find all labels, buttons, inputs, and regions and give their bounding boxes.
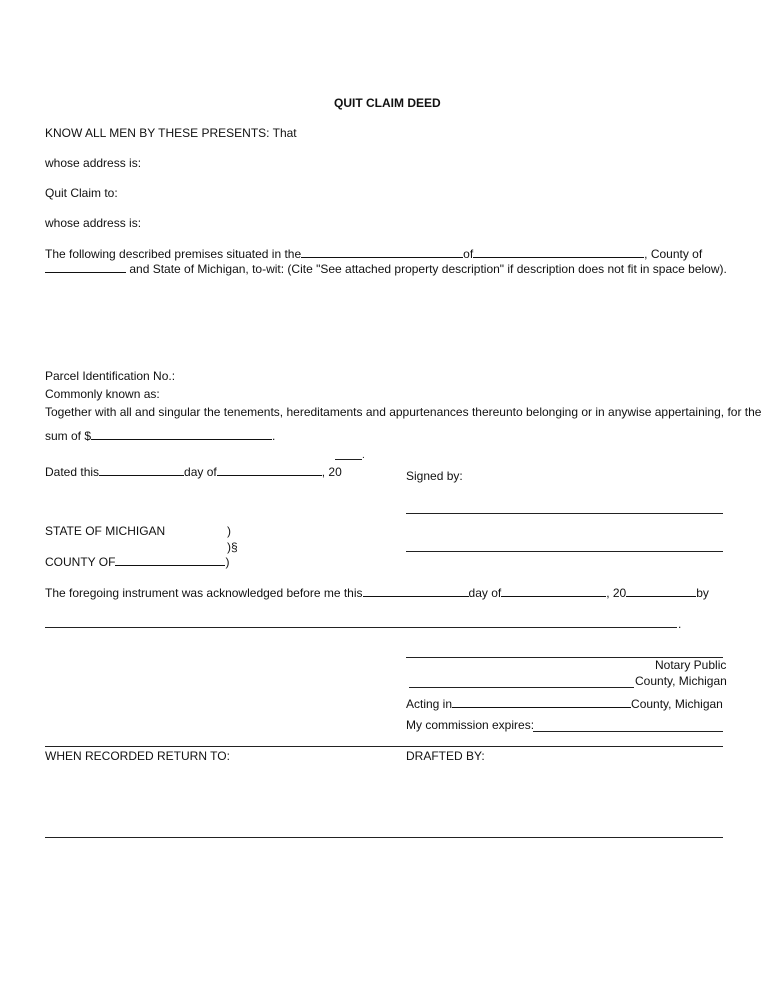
premises-text-3: , County of — [644, 247, 703, 261]
footer-top-rule — [45, 746, 723, 747]
ack-text-1: The foregoing instrument was acknowledged before me this — [45, 586, 363, 600]
dated-day-blank[interactable] — [99, 464, 184, 476]
commission-expires-blank[interactable] — [533, 731, 723, 732]
grantee-address-label: whose address is: — [45, 216, 142, 230]
ack-name-blank[interactable] — [45, 627, 677, 628]
premises-line-1 — [45, 246, 702, 261]
quit-claim-to-label: Quit Claim to: — [45, 186, 118, 200]
signature-line-1[interactable] — [406, 513, 723, 514]
sum-label: sum of $ — [45, 429, 92, 443]
sum-blank[interactable] — [91, 428, 272, 440]
dated-day-of: day of — [184, 465, 217, 479]
drafted-by-label: DRAFTED BY: — [406, 749, 485, 763]
commission-expires-label: My commission expires: — [406, 718, 535, 732]
premises-text-2: of — [463, 247, 474, 261]
premises-line-2 — [45, 261, 727, 276]
venue-paren-3: ) — [225, 555, 230, 569]
dated-year-prefix: , 20 — [321, 465, 342, 479]
premises-text-4: and State of Michigan, to-wit: (Cite "See attached property description" if description does not fit in space below). — [129, 262, 727, 276]
signature-line-2[interactable] — [406, 551, 723, 552]
grantor-address-label: whose address is: — [45, 156, 142, 170]
ack-text-3: , 20 — [606, 586, 627, 600]
venue-section-symbol: )§ — [227, 540, 238, 554]
acting-county-label: County, Michigan — [631, 697, 723, 711]
acting-in-blank[interactable] — [452, 696, 631, 708]
county-blank[interactable] — [45, 261, 126, 273]
notary-county-blank[interactable] — [409, 687, 634, 688]
sum-end: . — [272, 429, 276, 443]
ack-text-2: day of — [468, 586, 502, 600]
page-title: QUIT CLAIM DEED — [334, 96, 441, 110]
ack-year-blank[interactable] — [626, 585, 696, 597]
acting-in-line — [406, 696, 723, 711]
acting-in-label: Acting in — [406, 697, 453, 711]
dated-year-blank[interactable] — [335, 459, 362, 460]
premises-text-1: The following described premises situated in the — [45, 247, 302, 261]
notary-public-label: Notary Public — [655, 658, 727, 672]
sum-line — [45, 428, 275, 443]
dated-year-end: . — [362, 450, 365, 461]
together-text: Together with all and singular the tenements, hereditaments and appurtenances thereunto belonging or in anywise appertaining, for the — [45, 405, 762, 419]
ack-month-blank[interactable] — [501, 585, 606, 597]
venue-county-blank[interactable] — [115, 554, 225, 566]
return-to-label: WHEN RECORDED RETURN TO: — [45, 749, 230, 763]
intro-text: KNOW ALL MEN BY THESE PRESENTS: That — [45, 126, 297, 140]
city-blank[interactable] — [473, 246, 644, 258]
dated-month-blank[interactable] — [217, 464, 322, 476]
notary-county-label: County, Michigan — [635, 674, 727, 688]
ack-text-4: by — [696, 586, 709, 600]
dated-line — [45, 464, 342, 479]
venue-county-line — [45, 554, 229, 569]
dated-label: Dated this — [45, 465, 100, 479]
acknowledgment-line — [45, 585, 709, 600]
ack-day-blank[interactable] — [363, 585, 469, 597]
venue-county-label: COUNTY OF — [45, 555, 116, 569]
venue-state: STATE OF MICHIGAN — [45, 524, 166, 538]
venue-paren-1: ) — [227, 524, 231, 538]
ack-end: . — [678, 617, 682, 631]
commonly-known-label: Commonly known as: — [45, 387, 160, 401]
footer-bottom-rule — [45, 837, 723, 838]
signed-by-label: Signed by: — [406, 469, 463, 483]
township-blank[interactable] — [301, 246, 463, 258]
parcel-id-label: Parcel Identification No.: — [45, 369, 176, 383]
